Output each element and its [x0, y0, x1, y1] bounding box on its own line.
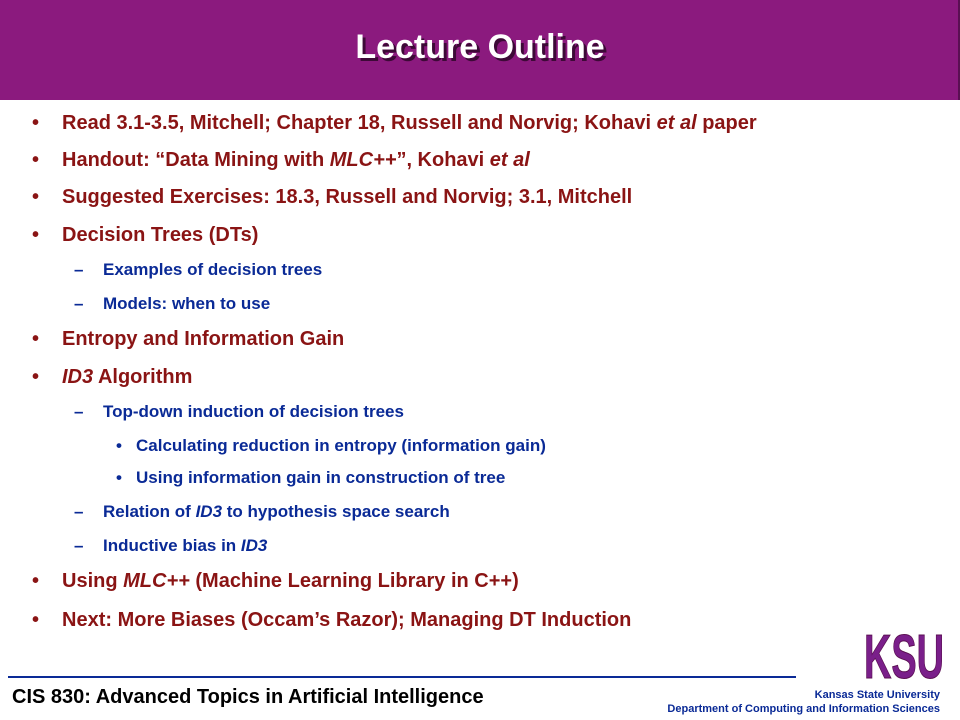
- outline-text: Entropy and Information Gain: [62, 328, 345, 350]
- outline-text: to hypothesis space search: [222, 502, 450, 521]
- ksu-logo-text: KSU: [864, 623, 944, 684]
- outline-item-level-1: [32, 366, 192, 389]
- outline-text-italic: et al: [489, 149, 530, 171]
- outline-item-level-2: [74, 402, 404, 422]
- university-block: [667, 688, 940, 716]
- outline-item-level-1: [32, 609, 631, 632]
- outline-text: Examples of decision trees: [103, 260, 323, 279]
- outline-text: Algorithm: [93, 366, 193, 388]
- outline-text-italic: MLC++: [123, 570, 190, 592]
- outline-text: paper: [696, 112, 757, 134]
- bullet-marker: •: [32, 224, 40, 246]
- outline-item-level-2: [74, 536, 267, 556]
- outline-item-level-1: [32, 112, 757, 135]
- outline-text: Relation of: [103, 502, 196, 521]
- bullet-marker: •: [32, 366, 40, 388]
- dash-marker: –: [74, 294, 84, 313]
- outline-text: Calculating reduction in entropy (information gain): [136, 436, 546, 455]
- outline-text: ”, Kohavi: [396, 149, 490, 171]
- university-name: Kansas State University: [814, 689, 940, 701]
- bullet-marker: •: [32, 149, 40, 171]
- outline-item-level-1: [32, 224, 258, 247]
- bullet-marker: •: [32, 609, 40, 631]
- dash-marker: –: [74, 260, 84, 279]
- outline-text: (Machine Learning Library in C++): [189, 570, 519, 592]
- outline-text: Top-down induction of decision trees: [103, 402, 404, 421]
- outline-item-level-3: [116, 468, 505, 488]
- course-title: CIS 830: Advanced Topics in Artificial Intelligence: [12, 686, 484, 708]
- outline-text: Suggested Exercises: 18.3, Russell and Norvig; 3.1, Mitchell: [62, 186, 633, 208]
- outline-text: Read 3.1-3.5, Mitchell; Chapter 18, Russell and Norvig; Kohavi: [62, 112, 657, 134]
- outline-item-level-1: [32, 570, 519, 593]
- outline-text-italic: et al: [656, 112, 697, 134]
- outline-text-italic: ID3: [195, 502, 223, 521]
- outline-item-level-2: [74, 502, 450, 522]
- outline-text: Decision Trees (DTs): [62, 224, 259, 246]
- footer-divider: [8, 676, 796, 678]
- bullet-marker: •: [32, 186, 40, 208]
- outline-text: Inductive bias in: [103, 536, 241, 555]
- ksu-logo: [862, 622, 946, 684]
- bullet-marker: •: [116, 436, 122, 455]
- outline-text-italic: ID3: [240, 536, 268, 555]
- outline-text: Using: [62, 570, 124, 592]
- outline-text-italic: ID3: [62, 366, 94, 388]
- bullet-marker: •: [116, 468, 122, 487]
- department-name: Department of Computing and Information Sciences: [667, 703, 940, 715]
- bullet-marker: •: [32, 328, 40, 350]
- outline-item-level-1: [32, 328, 344, 351]
- outline-item-level-2: [74, 294, 270, 314]
- slide-title: Lecture Outline: [355, 28, 605, 66]
- outline-item-level-1: [32, 149, 530, 172]
- bullet-marker: •: [32, 112, 40, 134]
- dash-marker: –: [74, 402, 84, 421]
- outline-item-level-3: [116, 436, 546, 456]
- outline-text: Models: when to use: [103, 294, 271, 313]
- outline-text-italic: MLC++: [329, 149, 397, 171]
- bullet-marker: •: [32, 570, 40, 592]
- dash-marker: –: [74, 502, 84, 521]
- outline-item-level-1: [32, 186, 632, 209]
- outline-text: Using information gain in construction of tree: [136, 468, 506, 487]
- outline-text: Next: More Biases (Occam’s Razor); Managing DT Induction: [62, 609, 632, 631]
- dash-marker: –: [74, 536, 84, 555]
- outline-text: Handout: “Data Mining with: [62, 149, 330, 171]
- outline-item-level-2: [74, 260, 322, 280]
